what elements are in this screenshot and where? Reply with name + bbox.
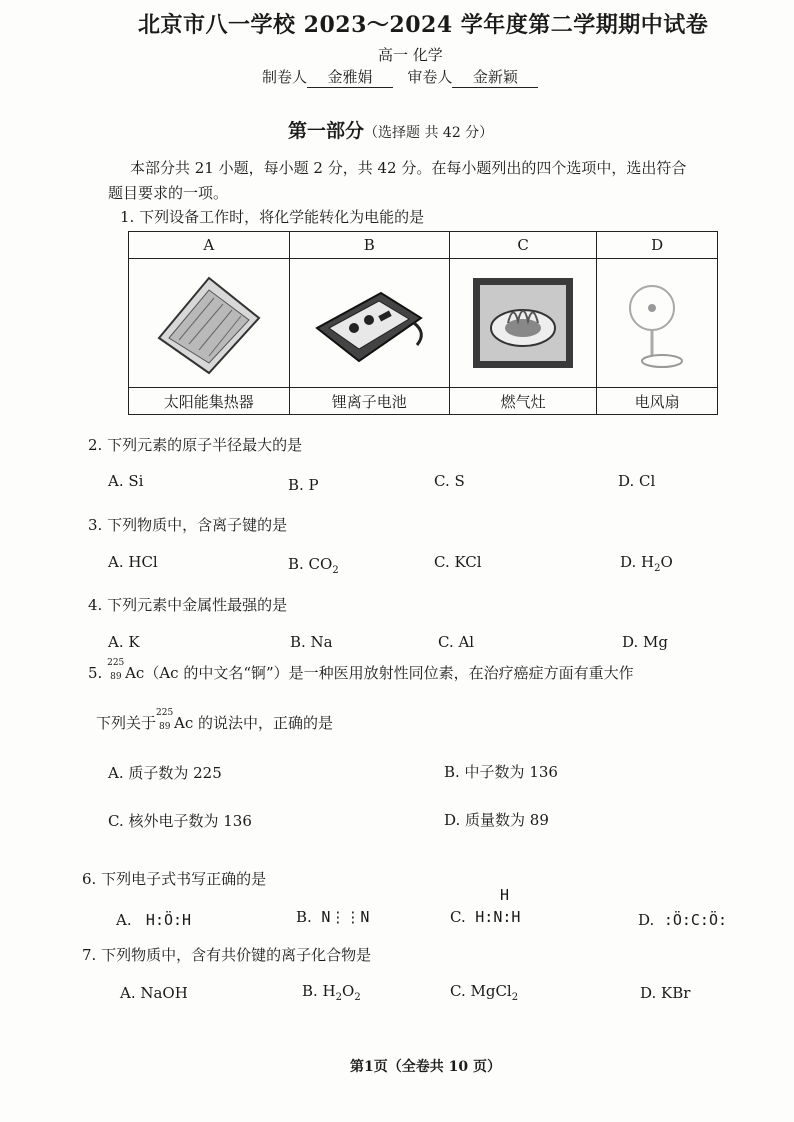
battery-device-icon: [309, 273, 429, 373]
q3-option-d: D. $H_2O$: [620, 553, 673, 574]
q3-option-b: B. $CO_2$: [288, 555, 339, 576]
q3-option-c: C. KCl: [434, 553, 482, 571]
q6-option-c-top-h: H: [500, 886, 510, 904]
q4-option-b: B. Na: [290, 633, 333, 651]
q1-label-c: 燃气灶: [450, 388, 597, 415]
q2-stem: 2. 下列元素的原子半径最大的是: [88, 436, 303, 454]
q6-option-a: A. H:Ö:H: [116, 911, 192, 929]
q6-option-b: B. N⋮⋮N: [296, 908, 370, 926]
q2-option-a: A. Si: [108, 472, 144, 490]
q3-option-a: A. HCl: [108, 553, 158, 571]
q1-label-b: 锂离子电池: [289, 388, 450, 415]
q1-letter-b: B: [289, 232, 450, 259]
q5-stem: 5. 225 89 Ac（Ac 的中文名“锕”）是一种医用放射性同位素，在治疗癌症方面有重大作: [88, 658, 634, 682]
electric-fan-image: [597, 259, 718, 388]
section-heading: [288, 116, 493, 143]
section-intro-line1: 本部分共 21 小题，每小题 2 分，共 42 分。在每小题列出的四个选项中，选出符合: [130, 159, 687, 177]
q4-option-c: C. Al: [438, 633, 475, 651]
q5-option-b: B. 中子数为 136: [444, 763, 558, 781]
section-note: （选择题 共 42 分）: [364, 125, 494, 141]
q3-stem: 3. 下列物质中，含离子键的是: [88, 516, 288, 534]
exam-title: 北京市八一学校 2023～2024 学年度第二学期期中试卷: [138, 12, 709, 38]
q1-label-a: 太阳能集热器: [129, 388, 290, 415]
solar-collector-icon: [149, 268, 269, 378]
q7-option-c: C. MgCl$_2$: [450, 982, 519, 1003]
maker-label: 制卷人: [262, 68, 308, 86]
section-intro-line2: 题目要求的一项。: [108, 184, 229, 202]
q1-device-table: [128, 231, 718, 415]
q5-line2: 下列关于 225 89 Ac 的说法中，正确的是: [96, 708, 334, 732]
q2-option-d: D. Cl: [618, 472, 656, 490]
exam-subject: 高一 化学: [378, 46, 443, 64]
page-footer: 第1页（全卷共 10 页）: [350, 1059, 501, 1075]
maker-name: 金雅娟: [307, 66, 393, 88]
gas-stove-image: [450, 259, 597, 388]
q7-option-a: A. NaOH: [120, 984, 188, 1002]
q6-stem: 6. 下列电子式书写正确的是: [82, 870, 267, 888]
gas-stove-icon: [468, 273, 578, 373]
q6-option-c: C. H:N:H: [450, 908, 521, 926]
q1-letter-a: A: [129, 232, 290, 259]
section-title: 第一部分: [288, 120, 365, 142]
q4-stem: 4. 下列元素中金属性最强的是: [88, 596, 288, 614]
q2-option-c: C. S: [434, 472, 465, 490]
reviewer-name: 金新颖: [452, 66, 538, 88]
q4-option-a: A. K: [108, 633, 140, 651]
reviewer-label: 审卷人: [407, 68, 453, 86]
electric-fan-icon: [612, 273, 702, 373]
q1-letter-c: C: [450, 232, 597, 259]
q7-option-d: D. KBr: [640, 984, 691, 1002]
q1-stem: 1. 下列设备工作时，将化学能转化为电能的是: [120, 208, 425, 226]
lithium-battery-image: [289, 259, 450, 388]
solar-collector-image: [129, 259, 290, 388]
q5-option-c: C. 核外电子数为 136: [108, 812, 252, 830]
q6-option-d: D. :Ö:C:Ö:: [638, 911, 728, 929]
q2-option-b: B. P: [288, 476, 319, 494]
q4-option-d: D. Mg: [622, 633, 668, 651]
q5-option-d: D. 质量数为 89: [444, 811, 549, 829]
q5-option-a: A. 质子数为 225: [108, 764, 222, 782]
actinium-isotope-notation: 225 89: [107, 658, 125, 682]
q7-option-b: B. $H_2O_2$: [302, 982, 361, 1003]
exam-authors: [262, 66, 538, 88]
q7-stem: 7. 下列物质中，含有共价键的离子化合物是: [82, 946, 372, 964]
q1-letter-d: D: [597, 232, 718, 259]
q1-label-d: 电风扇: [597, 388, 718, 415]
